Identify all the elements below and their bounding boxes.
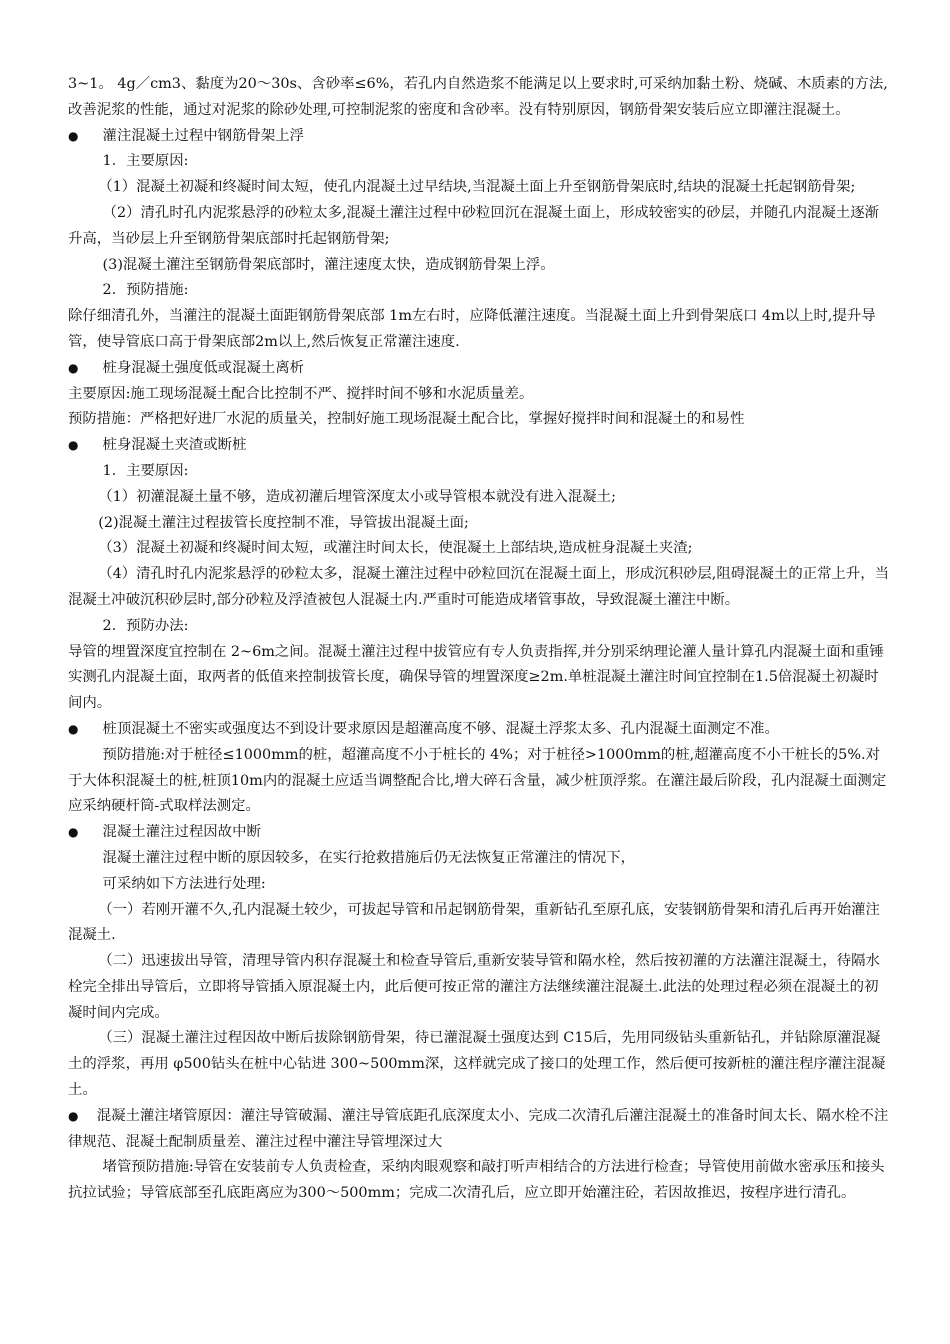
bullet-heading-slag-break	[68, 433, 890, 459]
paragraph-prevention: 除仔细清孔外，当灌注的混凝土面距钢筋骨架底部 1m左右时，应降低灌注速度。当混凝土面上升到骨架底口 4m以上时,提升导管，使导管底口高于骨架底部2m以上,然后恢复正常灌注速度.	[68, 308, 876, 350]
paragraph-method-3: （三）混凝土灌注过程因故中断后拔除钢筋骨架，待已灌混凝土强度达到 C15后，先用同级钻头重新钻孔，并钻除原灌混凝土的浮浆，再用 φ500钻头在桩中心钻进 300~500mm深，这样就完成了接口的处理工作，然后便可按新桩的灌注程序灌注混凝土。	[68, 1030, 886, 1099]
paragraph-prevention: 堵管预防措施:导管在安装前专人负责检查，采纳肉眼观察和敲打听声相结合的方法进行检查；导管使用前做水密承压和接头抗拉试验；导管底部至孔底距离应为300～500mm；完成二次清孔后，应立即开始灌注砼，若因故推迟，按程序进行清孔。	[68, 1159, 885, 1202]
paragraph-cause-2: (2)混凝土灌注过程拔管长度控制不准，导管拔出混凝土面;	[98, 514, 469, 531]
paragraph-method-2: （二）迅速拔出导管，清理导管内积存混凝土和检查导管后,重新安装导管和隔水栓，然后按初灌的方法灌注混凝土，待隔水栓完全排出导管后，立即将导管插入原混凝土内，此后便可按正常的灌注方法继续灌注混凝土.此法的处理过程必须在混凝土的初凝时间内完成。	[68, 953, 880, 1021]
paragraph-cause-2: （2）清孔时孔内泥浆悬浮的砂粒太多,混凝土灌注过程中砂粒回沉在混凝土面上，形成较密实的砂层，并随孔内混凝土逐渐升高，当砂层上升至钢筋骨架底部时托起钢筋骨架;	[68, 204, 879, 247]
paragraph-prevention: 预防措施:对于桩径≤1000mm的桩，超灌高度不小于桩长的 4%；对于桩径>1000mm的桩,超灌高度不小干桩长的5%.对于大体积混凝土的桩,桩顶10m内的混凝土应适当调整配合比,增大碎石含量，减少桩顶浮浆。在灌注最后阶段，孔内混凝土面测定应采纳硬杆筒-式取样法测定。	[68, 746, 887, 815]
paragraph-cause-1: （1）初灌混凝土量不够，造成初灌后埋管深度太小或导管根本就没有进入混凝土;	[98, 488, 616, 505]
bullet-heading-rebar-float	[68, 124, 890, 150]
bullet-heading-low-strength	[68, 356, 890, 382]
bullet-icon: ●	[68, 1108, 79, 1123]
paragraph-cause-3: (3)混凝土灌注至钢筋骨架底部时，灌注速度太快，造成钢筋骨架上浮。	[102, 256, 555, 273]
bullet-heading-text: 桩身混凝土强度低或混凝土离析	[102, 359, 305, 376]
subheading-main-causes: 1．主要原因:	[102, 462, 189, 479]
subheading-prevention: 2．预防办法:	[102, 617, 189, 634]
bullet-heading-text: 混凝土灌注堵管原因：灌注导管破漏、灌注导管底距孔底深度太小、完成二次清孔后灌注混凝土的准备时间太长、隔水栓不注律规范、混凝土配制质量差、灌注过程中灌注导管埋深过大	[68, 1107, 889, 1150]
bullet-icon: ●	[68, 360, 79, 375]
subheading-main-causes: 1．主要原因:	[102, 153, 189, 170]
bullet-heading-pipe-blockage	[68, 1104, 890, 1156]
paragraph-main-cause: 主要原因:施工现场混凝土配合比控制不严、搅拌时间不够和水泥质量差。	[68, 385, 534, 402]
bullet-icon: ●	[68, 721, 79, 736]
bullet-heading-text: 灌注混凝土过程中钢筋骨架上浮	[102, 127, 305, 144]
subheading-prevention: 2．预防措施:	[102, 282, 189, 299]
paragraph-cause-1: （1）混凝土初凝和终凝时间太短，使孔内混凝土过早结块,当混凝土面上升至钢筋骨架底时,结块的混凝土托起钢筋骨架;	[98, 179, 856, 196]
paragraph-prevention: 预防措施：严格把好进厂水泥的质量关，控制好施工现场混凝土配合比，掌握好搅拌时间和混凝土的和易性	[68, 411, 745, 428]
bullet-heading-text: 混凝土灌注过程因故中断	[102, 824, 261, 841]
paragraph-prevention: 导管的埋置深度宜控制在 2~6m之间。混凝土灌注过程中拔管应有专人负责指挥,并分别采纳理论灌人量计算孔内混凝土面和重锤实测孔内混凝土面，取两者的低值来控制拔管长度，确保导管的埋置深度≥2m.单桩混凝土灌注时间宜控制在1.5倍混凝土初凝时间内。	[68, 643, 884, 712]
bullet-icon: ●	[68, 128, 79, 143]
bullet-heading-text: 桩身混凝土夹渣或断桩	[102, 437, 247, 454]
paragraph-method-1: （一）若刚开灌不久,孔内混凝土较少，可拔起导管和吊起钢筋骨架，重新钻孔至原孔底，安装钢筋骨架和清孔后再开始灌注混凝土.	[68, 901, 880, 944]
paragraph-intro: 3~1。 4g／cm3、黏度为20～30s、含砂率≤6%，若孔内自然造浆不能满足以上要求时,可采纳加黏土粉、烧碱、木质素的方法,改善泥浆的性能，通过对泥浆的除砂处理,可控制泥浆的密度和含砂率。没有特别原因，钢筋骨架安装后应立即灌注混凝土。	[68, 76, 888, 118]
paragraph-method-intro: 可采纳如下方法进行处理:	[102, 875, 266, 892]
bullet-icon: ●	[68, 825, 79, 840]
bullet-heading-pile-top	[68, 717, 890, 743]
bullet-heading-interruption	[68, 820, 890, 846]
bullet-icon: ●	[68, 438, 79, 453]
paragraph-cause-3: （3）混凝土初凝和终凝时间太短，或灌注时间太长，使混凝土上部结块,造成桩身混凝土夹渣;	[98, 540, 693, 557]
bullet-heading-text: 桩顶混凝土不密实或强度达不到设计要求原因是超灌高度不够、混凝土浮浆太多、孔内混凝土面测定不准。	[102, 720, 779, 737]
paragraph-cause-4: （4）清孔时孔内泥浆悬浮的砂粒太多，混凝土灌注过程中砂粒回沉在混凝土面上，形成沉积砂层,阻碍混凝土的正常上升，当混凝土冲破沉积砂层时,部分砂粒及浮渣被包人混凝土内.严重时可能造成堵管事故，导致混凝土灌注中断。	[68, 566, 890, 608]
paragraph-reason: 混凝土灌注过程中断的原因较多，在实行抢救措施后仍无法恢复正常灌注的情况下，	[102, 849, 636, 866]
